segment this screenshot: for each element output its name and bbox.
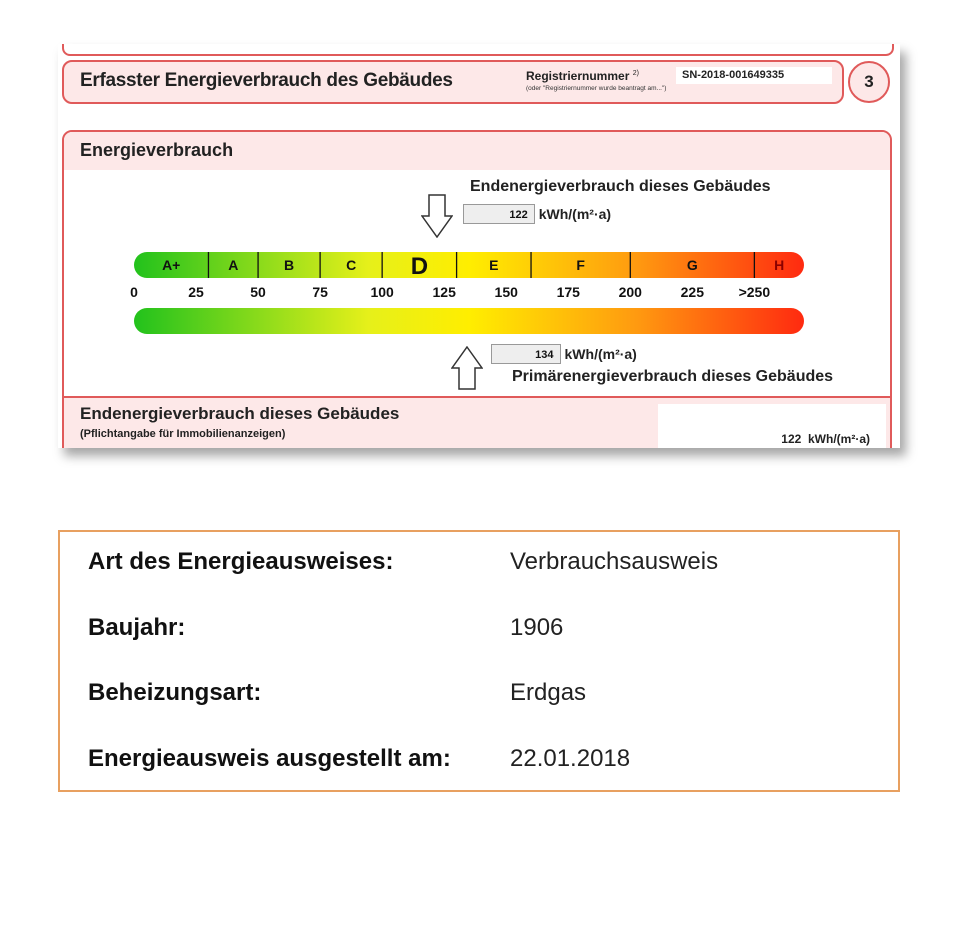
page-number-badge: 3: [848, 61, 890, 103]
registration-number: SN-2018-001649335: [676, 67, 832, 84]
info-value: Verbrauchsausweis: [510, 548, 719, 575]
header-title: Erfasster Energieverbrauch des Gebäudes: [80, 70, 453, 91]
info-value: Erdgas: [510, 679, 587, 706]
primary-energy-unit: kWh/(m²·a): [564, 346, 637, 362]
scale-tick-label: 225: [680, 284, 705, 300]
energy-section-header: [64, 132, 890, 170]
scale-tick-label: >250: [738, 284, 771, 300]
info-label: Beheizungsart:: [88, 679, 262, 706]
class-label-f: F: [576, 257, 585, 273]
scale-tick-label: 75: [312, 284, 328, 300]
info-value: 1906: [510, 614, 564, 641]
end-energy-value: 122: [463, 204, 535, 224]
mandatory-value: 122 kWh/(m²·a): [781, 432, 870, 446]
class-label-h: H: [774, 257, 785, 273]
scale-tick-label: 25: [188, 284, 204, 300]
class-label-d: D: [410, 253, 429, 280]
energy-section-title: Energieverbrauch: [80, 140, 234, 160]
end-energy-unit: kWh/(m²·a): [538, 206, 612, 222]
certificate-info-box: [58, 530, 900, 792]
class-label-e: E: [489, 257, 499, 273]
registration-note: (oder "Registriernummer wurde beantragt am..."): [526, 85, 667, 92]
mandatory-value-title: Endenergieverbrauch dieses Gebäudes: [80, 404, 400, 423]
class-label-b: B: [284, 257, 295, 273]
mandatory-value-section: [64, 396, 890, 448]
info-label: Baujahr:: [88, 614, 186, 641]
primary-energy-arrow-icon: [451, 346, 483, 390]
scale-tick-label: 125: [432, 284, 456, 300]
mandatory-value-box: [658, 404, 886, 448]
energy-consumption-section: [62, 130, 892, 448]
class-label-aplus: A+: [162, 257, 181, 273]
scale-tick-label: 200: [618, 284, 642, 300]
primary-energy-scale: [64, 306, 890, 340]
certificate-header: [62, 60, 844, 104]
primary-energy-label: Primärenergieverbrauch dieses Gebäudes: [512, 368, 834, 385]
class-label-c: C: [346, 257, 357, 273]
scale-tick-label: 50: [250, 284, 266, 300]
class-label-a: A: [228, 257, 239, 273]
registration-label: Registriernummer $^{2)}$: [526, 69, 639, 83]
end-energy-arrow-icon: [421, 194, 453, 238]
scale-tick-label: 175: [556, 284, 580, 300]
primary-energy-value: 134: [491, 344, 561, 364]
scale-tick-label: 150: [494, 284, 518, 300]
class-label-g: G: [686, 257, 698, 273]
end-energy-label: Endenergieverbrauch dieses Gebäudes: [470, 178, 771, 195]
scale-tick-label: 100: [370, 284, 394, 300]
primary-scale-bar: [134, 308, 804, 334]
energy-certificate-excerpt: [58, 44, 900, 448]
previous-section-border: [62, 44, 894, 56]
mandatory-value-subtitle: (Pflichtangabe für Immobilienanzeigen): [80, 428, 286, 440]
scale-tick-label: 0: [130, 284, 138, 300]
info-label: Energieausweis ausgestellt am:: [88, 745, 451, 772]
info-label: Art des Energieausweises:: [88, 548, 394, 575]
info-value: 22.01.2018: [510, 745, 631, 772]
